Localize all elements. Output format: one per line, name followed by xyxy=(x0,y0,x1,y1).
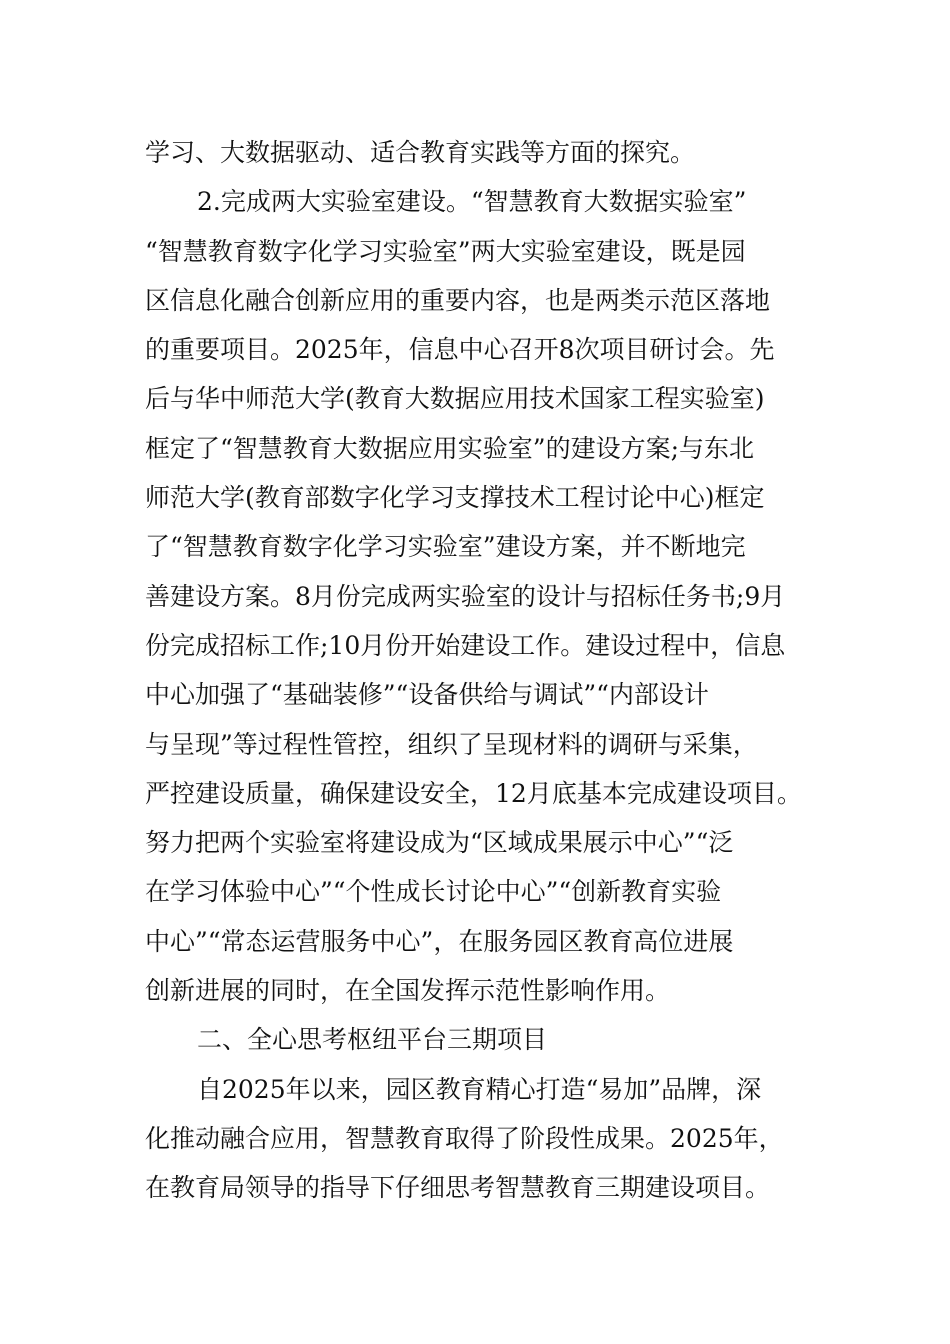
text-line: 中心”“常态运营服务中心”，在服务园区教育高位进展 xyxy=(145,926,734,956)
text-line: 师范大学(教育部数字化学习支撑技术工程讨论中心)框定 xyxy=(145,483,765,513)
text-line: 与呈现”等过程性管控，组织了呈现材料的调研与采集， xyxy=(145,729,758,759)
text-line: 化推动融合应用，智慧教育取得了阶段性成果。2025年， xyxy=(145,1123,784,1153)
text-line: 后与华中师范大学(教育大数据应用技术国家工程实验室) xyxy=(145,384,765,414)
text-line: 在学习体验中心”“个性成长讨论中心”“创新教育实验 xyxy=(145,877,722,907)
text-line: 努力把两个实验室将建设成为“区域成果展示中心”“泛 xyxy=(145,828,734,858)
text-line: 的重要项目。2025年，信息中心召开8次项目研讨会。先 xyxy=(145,335,775,365)
document-body xyxy=(145,128,810,1213)
text-line: “智慧教育数字化学习实验室”两大实验室建设，既是园 xyxy=(145,236,746,266)
text-line: 区信息化融合创新应用的重要内容，也是两类示范区落地 xyxy=(145,285,771,315)
text-line: 学习、大数据驱动、适合教育实践等方面的探究。 xyxy=(145,138,696,167)
text-line: 框定了“智慧教育大数据应用实验室”的建设方案;与东北 xyxy=(145,433,754,463)
section-heading-hub-platform: 二、全心思考枢纽平台三期项目 xyxy=(197,1025,548,1055)
text-line: 了“智慧教育数字化学习实验室”建设方案，并不断地完 xyxy=(145,532,746,562)
text-line: 在教育局领导的指导下仔细思考智慧教育三期建设项目。 xyxy=(145,1173,771,1203)
paragraph-heading-lab-construction: 2.完成两大实验室建设。“智慧教育大数据实验室” xyxy=(197,187,747,217)
text-line: 善建设方案。8月份完成两实验室的设计与招标任务书;9月 xyxy=(145,581,786,611)
text-line: 中心加强了“基础装修”“设备供给与调试”“内部设计 xyxy=(145,680,709,710)
text-line: 自2025年以来，园区教育精心打造“易加”品牌，深 xyxy=(197,1074,762,1104)
text-line: 份完成招标工作;10月份开始建设工作。建设过程中，信息 xyxy=(145,630,786,660)
text-line: 创新进展的同时，在全国发挥示范性影响作用。 xyxy=(145,976,671,1006)
text-line: 严控建设质量，确保建设安全，12月底基本完成建设项目。 xyxy=(145,778,802,808)
